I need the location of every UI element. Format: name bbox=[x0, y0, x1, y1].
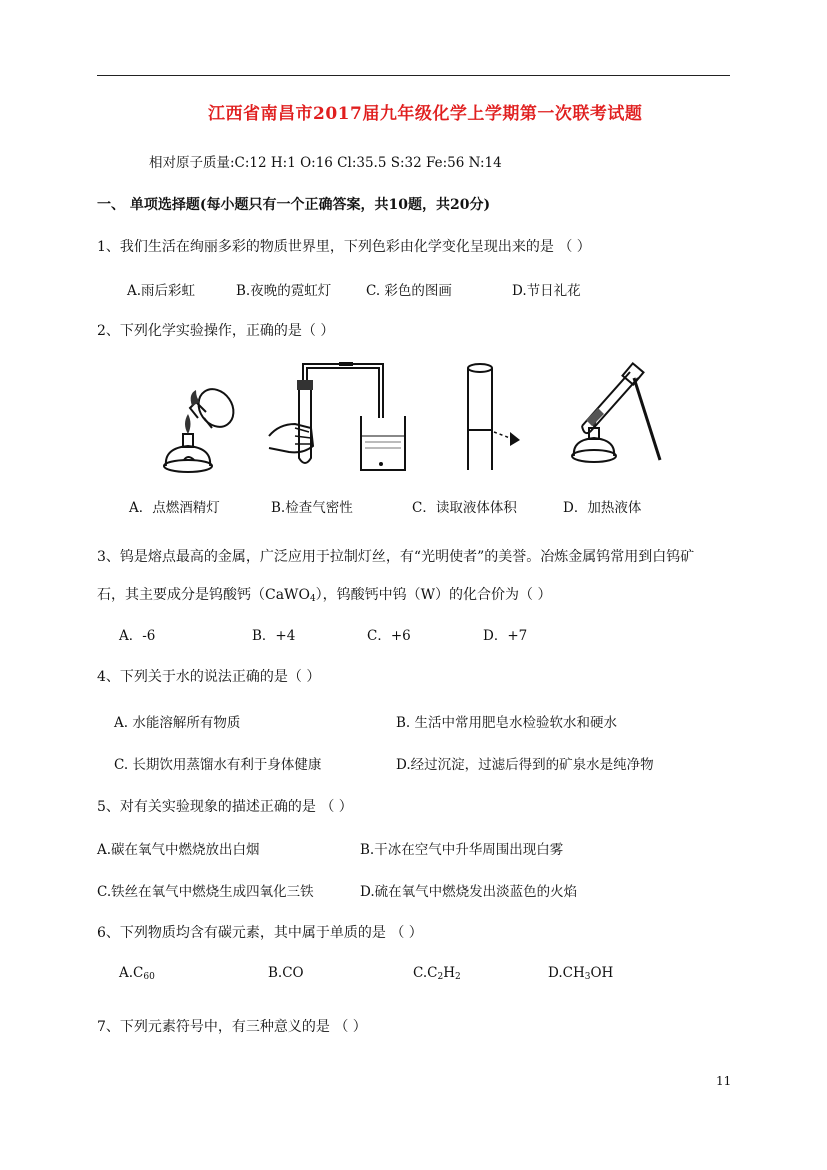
q4-option-b: B. 生活中常用肥皂水检验软水和硬水 bbox=[396, 715, 618, 731]
q3-text-a: 石，其主要成分是钨酸钙（CaWO bbox=[97, 587, 310, 603]
figure-heat-liquid bbox=[560, 360, 670, 470]
q5-option-b: B.干冰在空气中升华周围出现白雾 bbox=[360, 842, 564, 858]
q5-option-c: C.铁丝在氧气中燃烧生成四氧化三铁 bbox=[97, 884, 314, 900]
figure-light-alcohol-lamp bbox=[160, 378, 240, 478]
q2-option-c: C．读取液体体积 bbox=[412, 500, 517, 516]
atomic-masses: 相对原子质量:C:12 H:1 O:16 Cl:35.5 S:32 Fe:56 N:14 bbox=[149, 155, 502, 171]
q3-subscript: 4 bbox=[309, 594, 316, 604]
q1-option-a: A.雨后彩虹 bbox=[127, 283, 196, 299]
q4-option-d: D.经过沉淀，过滤后得到的矿泉水是纯净物 bbox=[396, 757, 654, 773]
q6-option-d bbox=[548, 965, 613, 982]
question-3-stem-line1: 3、钨是熔点最高的金属，广泛应用于拉制灯丝，有“光明使者”的美誉。冶炼金属钨常用到白钨矿 bbox=[97, 549, 695, 565]
q5-option-d: D.硫在氧气中燃烧发出淡蓝色的火焰 bbox=[360, 884, 578, 900]
section-heading: 一、 单项选择题(每小题只有一个正确答案，共10题，共20分) bbox=[97, 197, 491, 213]
question-1-stem: 1、我们生活在绚丽多彩的物质世界里，下列色彩由化学变化呈现出来的是 （ ） bbox=[97, 239, 591, 255]
q2-option-a: A．点燃酒精灯 bbox=[129, 500, 220, 516]
q6-d-text: D.CH bbox=[548, 965, 585, 981]
q1-option-c: C. 彩色的图画 bbox=[366, 283, 452, 299]
q3-option-b: B．+4 bbox=[252, 628, 296, 644]
q6-option-a bbox=[119, 965, 155, 982]
q6-c-text: C.C bbox=[413, 965, 438, 981]
figure-airtightness-check bbox=[265, 358, 425, 478]
q4-option-a: A. 水能溶解所有物质 bbox=[114, 715, 241, 731]
question-2-stem: 2、下列化学实验操作，正确的是（ ） bbox=[97, 323, 335, 339]
q2-option-d: D．加热液体 bbox=[563, 500, 642, 516]
page-title: 江西省南昌市2017届九年级化学上学期第一次联考试题 bbox=[208, 104, 643, 124]
q6-c-sub2: 2 bbox=[454, 972, 461, 982]
q6-a-text: A.C bbox=[119, 965, 144, 981]
question-6-stem: 6、下列物质均含有碳元素，其中属于单质的是 （ ） bbox=[97, 925, 423, 941]
q6-c-mid: H bbox=[443, 965, 455, 981]
q6-a-sub: 60 bbox=[143, 972, 155, 982]
q3-text-b: ），钨酸钙中钨（W）的化合价为（ ） bbox=[315, 587, 552, 603]
q5-option-a: A.碳在氧气中燃烧放出白烟 bbox=[97, 842, 260, 858]
q3-option-d: D．+7 bbox=[483, 628, 528, 644]
q6-d-post: OH bbox=[590, 965, 614, 981]
question-3-stem-line2 bbox=[97, 584, 552, 604]
q6-d-sub: 3 bbox=[584, 972, 591, 982]
question-5-stem: 5、对有关实验现象的描述正确的是 （ ） bbox=[97, 799, 353, 815]
top-rule bbox=[97, 75, 730, 76]
q3-option-a: A．-6 bbox=[119, 628, 156, 644]
q4-option-c: C. 长期饮用蒸馏水有利于身体健康 bbox=[114, 757, 322, 773]
q1-option-b: B.夜晚的霓虹灯 bbox=[236, 283, 332, 299]
q3-option-c: C．+6 bbox=[367, 628, 411, 644]
q2-option-b: B.检查气密性 bbox=[271, 500, 353, 516]
question-4-stem: 4、下列关于水的说法正确的是（ ） bbox=[97, 669, 321, 685]
q6-c-sub1: 2 bbox=[437, 972, 444, 982]
q6-option-b: B.CO bbox=[268, 965, 304, 981]
q6-option-c bbox=[413, 965, 461, 982]
figure-read-volume bbox=[460, 358, 530, 476]
q1-option-d: D.节日礼花 bbox=[512, 283, 581, 299]
page-number: 11 bbox=[716, 1074, 732, 1088]
question-7-stem: 7、下列元素符号中，有三种意义的是 （ ） bbox=[97, 1019, 367, 1035]
